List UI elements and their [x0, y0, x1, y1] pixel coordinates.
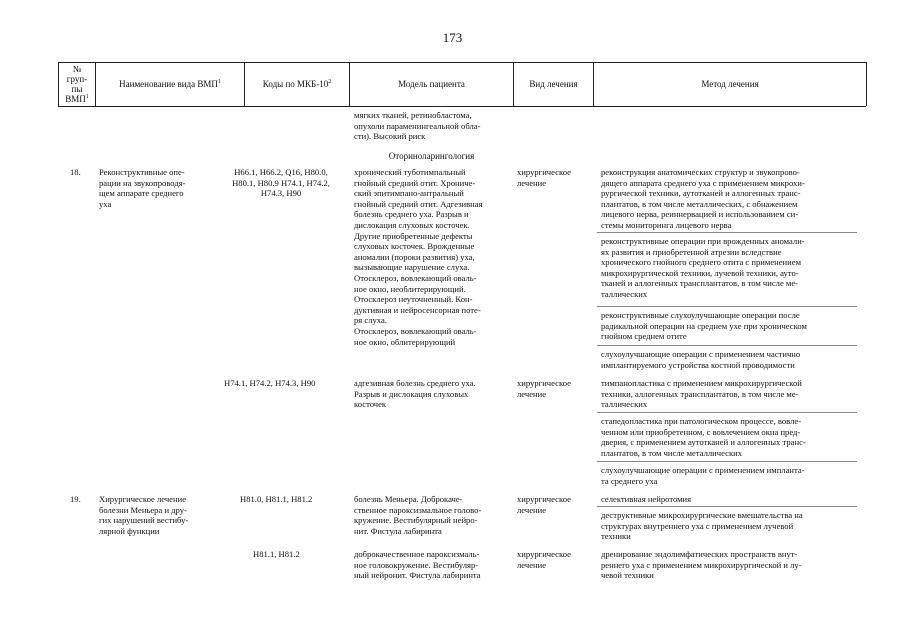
- row-19-sub1-codes: H81.0, H81.1, H81.2: [240, 494, 313, 504]
- row-19-number: 19.: [70, 494, 81, 504]
- row-18-method-6: стапедопластика при патологическом процессе, вовле- ченном или приобретенном, с вовлечением окна пред- дверия, с применением аутотканей и аллогенных транс- плантатов, в том числе металлических: [601, 416, 806, 458]
- row-18-sub1-codes: H66.1, H66.2, Q16, H80.0, H80.1, H80.9 H74.1, H74.2, H74.3, H90: [232, 167, 330, 199]
- method-separator: [597, 232, 857, 233]
- method-separator: [597, 506, 857, 507]
- header-treatment-method: Метод лечения: [701, 79, 759, 89]
- row-18-sub1-model: хронический туботимпальный гнойный средний отит. Хрониче- ский эпитимпано-антральный гнойный средний отит. Адгезивная болезнь среднего уха. Разрыв и дислокация слуховых косточек. Другие приобретенные дефекты слуховых косточек. Врожденные аномалии (пороки развития) уха, вызывающие нарушение слуха. Отосклероз, вовлекающий оваль- ное окно, необлитерирующий. Отосклероз неуточненный. Кон- дуктивная и нейросенсорная поте- ря слуха. Отосклероз, вовлекающий оваль- ное окно, облитерирующий: [354, 167, 483, 347]
- row-18-method-7: слухоулучшающие операции с применением импланта- та среднего уха: [601, 465, 805, 486]
- header-bottom-border: [58, 106, 866, 107]
- header-vmp-name: Наименование вида ВМП$^1$: [119, 79, 221, 89]
- row-19-sub2-model: доброкачественное пароксизмаль- ное головокружение. Вестибуляр- ный нейронит. Фистула лабиринта: [354, 549, 481, 581]
- header-group-number: № груп- пы ВМП$^1$: [65, 64, 89, 104]
- row-19-method-3: дренирование эндолимфатических пространств внут- реннего уха с применением микрохирургической и лу- чевой техники: [601, 549, 802, 581]
- row-19-method-1: селективная нейротомия: [601, 494, 692, 504]
- method-separator: [597, 412, 857, 413]
- row-19-method-2: деструктивные микрохирургические вмешательства на структурах внутреннего уха с применением лучевой техники: [601, 510, 803, 542]
- header-icd-codes: Коды по МКБ-$10^2$: [262, 79, 332, 89]
- row-18-sub1-type: хирургическое лечение: [517, 167, 571, 188]
- row-18-name: Реконструктивные опе- рации на звукопроводя- щем аппарате среднего уха: [99, 167, 186, 209]
- method-separator: [597, 345, 857, 346]
- continuation-model: мягких тканей, ретинобластома, опухоли параменингеальной обла- сти). Высокий риск: [354, 110, 481, 142]
- method-separator: [597, 306, 857, 307]
- section-title: Оториноларингология: [388, 151, 475, 161]
- row-18-method-1: реконструкция анатомических структур и звукопрово- дящего аппарата среднего уха с применением микрохи- рургической техники, аутотканей и аллогенных транс- плантатов, в том числе металлических, с обнажением лицевого нерва, реиннервацией и использованием си- стемы мониторинга лицевого нерва: [601, 167, 805, 230]
- row-18-number: 18.: [70, 167, 81, 177]
- row-18-sub2-model: адгезивная болезнь среднего уха. Разрыв и дислокация слуховых косточек: [354, 378, 476, 410]
- row-19-sub1-model: болезнь Меньера. Доброкаче- ственное пароксизмальное голово- кружение. Вестибулярный нейро- нит. Фистула лабиринта: [354, 494, 482, 536]
- row-19-sub2-type: хирургическое лечение: [517, 549, 571, 570]
- row-19-sub2-codes: H81.1, H81.2: [253, 549, 300, 559]
- row-18-method-4: слухоулучшающие операции с применением частично имплантируемого устройства костной проводимости: [601, 349, 801, 370]
- header-patient-model: Модель пациента: [398, 79, 465, 89]
- header-border-right: [866, 62, 867, 106]
- row-18-sub2-type: хирургическое лечение: [517, 378, 571, 399]
- method-separator: [597, 461, 857, 462]
- header-treatment-type: Вид лечения: [529, 79, 578, 89]
- row-18-sub2-codes: H74.1, H74.2, H74.3, H90: [224, 378, 316, 388]
- row-18-method-3: реконструктивные слухоулучшающие операции после радикальной операции на среднем ухе при хроническом гнойном среднем отите: [601, 310, 807, 342]
- page-number: 173: [442, 30, 463, 45]
- row-19-name: Хирургическое лечение болезни Меньера и дру- гих нарушений вестибу- лярной функции: [99, 494, 189, 536]
- row-18-method-5: тимпанопластика с применением микрохирургической техники, аллогенных трансплантатов, в том числе ме- таллических: [601, 378, 802, 410]
- row-18-method-2: реконструктивные операции при врожденных аномали- ях развития и приобретенной атрезии вследствие хронического гнойного среднего отита с применением микрохирургической техники, лучевой техники, ауто- тканей и аллогенных трансплантатов, в том числе ме- таллических: [601, 236, 805, 299]
- row-19-sub1-type: хирургическое лечение: [517, 494, 571, 515]
